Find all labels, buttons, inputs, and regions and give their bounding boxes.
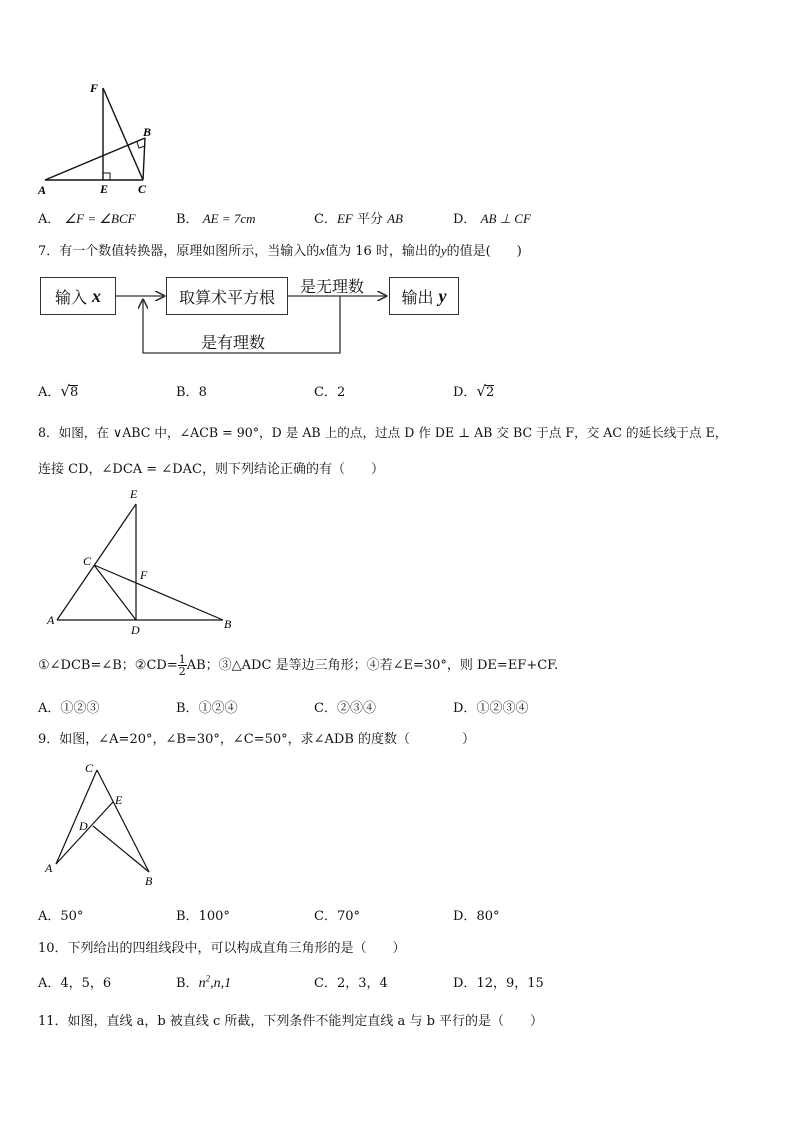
q8-stem-line2: 连接 CD，∠DCA = ∠DAC，则下列结论正确的有（ ） (38, 462, 384, 477)
q8-option-c-letter: C． (314, 701, 337, 716)
q9-label-b: B (145, 874, 153, 888)
q7-output-box (389, 277, 459, 315)
q8-fraction-den: 2 (178, 665, 186, 678)
q7-option-a-value: 8 (69, 385, 79, 400)
q10-option-b-letter: B． (176, 976, 199, 991)
q10-option-d-text: 12，9，15 (476, 976, 544, 991)
q10-option-b-rest: ,n,1 (210, 976, 232, 991)
q7-option-b[interactable] (176, 381, 207, 400)
q7-option-a[interactable] (38, 381, 78, 400)
q7-option-d[interactable] (453, 381, 494, 400)
q8-option-c[interactable] (314, 697, 376, 716)
q10-option-c-text: 2，3，4 (336, 976, 388, 991)
q9-option-a-letter: A． (38, 909, 61, 924)
q7-process-box (166, 277, 288, 315)
q10-option-b-base: n (198, 976, 206, 991)
q10-option-b[interactable] (176, 972, 231, 992)
q8-option-b[interactable] (176, 697, 238, 716)
q8-fraction (178, 654, 187, 677)
q7-option-c-letter: C． (314, 385, 337, 400)
q9-line-db (93, 826, 149, 872)
q6-option-b-letter: B． (176, 212, 199, 227)
q11-stem: 11．如图，直线 a，b 被直线 c 所截，下列条件不能判定直线 a 与 b 平行的是（ ） (38, 1014, 544, 1029)
q8-label-d: D (131, 623, 140, 636)
q7-input-label: 输入 (54, 287, 87, 307)
q9-label-a: A (45, 861, 53, 875)
q9-option-a[interactable] (38, 905, 83, 924)
q6-label-a: A (38, 183, 47, 197)
q8-option-a[interactable] (38, 697, 99, 716)
q9-label-c: C (85, 761, 94, 775)
q9-line-ac (56, 770, 97, 864)
q7-irrational-label: 是无理数 (300, 277, 365, 296)
q6-option-d-letter: D． (453, 212, 477, 227)
q9-option-d-letter: D． (453, 909, 477, 924)
q9-label-d: D (79, 819, 88, 833)
sqrt-icon: √ (476, 382, 486, 400)
q7-output-var: y (438, 285, 447, 306)
q8-option-c-text: ②③④ (336, 701, 376, 716)
q7-output-label: 输出 (401, 287, 434, 307)
q8-line-ae (57, 504, 136, 620)
q8-statements-part-b: AB；③△ADC 是等边三角形；④若∠E=30°，则 DE=EF+CF. (186, 658, 559, 673)
q8-option-a-text: ①②③ (60, 701, 100, 716)
q8-statements (38, 654, 558, 677)
q8-statements-part-a: ①∠DCB=∠B；②CD= (38, 658, 178, 673)
q8-option-d-text: ①②③④ (476, 701, 529, 716)
q8-stem-line1: 8．如图，在 ∨ABC 中，∠ACB = 90°，D 是 AB 上的点，过点 D 作 DE ⊥ AB 交 BC 于点 F，交 AC 的延长线于点 E， (38, 425, 728, 440)
q9-option-b-letter: B． (176, 909, 199, 924)
q9-option-a-text: 50° (60, 909, 84, 924)
q10-option-a[interactable] (38, 972, 111, 991)
q9-option-b-text: 100° (198, 909, 230, 924)
q7-option-d-value: 2 (486, 385, 495, 400)
q8-option-d[interactable] (453, 697, 528, 716)
q7-option-c[interactable] (314, 381, 345, 400)
q7-option-d-letter: D． (453, 385, 477, 400)
q10-option-d[interactable] (453, 972, 544, 991)
q7-process-label: 取算术平方根 (178, 287, 275, 307)
q7-stem-part-c: 的值是( ) (446, 244, 522, 259)
q6-label-e: E (100, 182, 109, 196)
q8-option-a-letter: A． (38, 701, 61, 716)
q7-option-a-letter: A． (38, 385, 61, 400)
q6-option-c-ef: EF (336, 211, 353, 226)
q7-option-b-letter: B． (176, 385, 199, 400)
q6-label-c: C (138, 182, 147, 196)
q8-line-cd (94, 565, 136, 620)
q10-option-d-letter: D． (453, 976, 477, 991)
q9-option-d-text: 80° (476, 909, 500, 924)
q8-label-f: F (140, 568, 148, 582)
sqrt-icon: √ (60, 382, 70, 400)
q9-option-b[interactable] (176, 905, 230, 924)
q6-option-d-text: AB ⊥ CF (480, 211, 531, 226)
q8-label-e: E (130, 487, 138, 501)
q8-option-b-text: ①②④ (198, 701, 238, 716)
q8-label-a: A (47, 613, 55, 627)
q8-fraction-num: 1 (178, 653, 186, 666)
q6-label-b: B (143, 125, 152, 139)
q8-label-b: B (224, 617, 232, 631)
q9-option-c-letter: C． (314, 909, 337, 924)
q6-option-c-mid: 平分 (352, 212, 388, 227)
q7-stem-part-a: 7．有一个数值转换器，原理如图所示，当输入的 (38, 244, 320, 259)
q6-option-c-letter: C． (314, 212, 337, 227)
q10-option-b-exponent: 2 (205, 973, 211, 984)
q10-option-a-letter: A． (38, 976, 61, 991)
q7-input-var: x (92, 285, 102, 306)
q6-option-c-ab: AB (387, 211, 403, 226)
q9-line-cb (97, 770, 149, 872)
q8-label-c: C (83, 554, 92, 568)
q8-option-b-letter: B． (176, 701, 199, 716)
q7-stem-x: x (319, 243, 326, 258)
q6-option-a-text: ∠F = ∠BCF (64, 211, 136, 226)
q10-option-a-text: 4，5，6 (60, 976, 112, 991)
q8-figure (40, 484, 250, 636)
q9-option-c[interactable] (314, 905, 360, 924)
q9-option-c-text: 70° (336, 909, 360, 924)
q7-input-box (40, 277, 116, 315)
q8-option-d-letter: D． (453, 701, 477, 716)
q10-option-c-letter: C． (314, 976, 337, 991)
q10-option-b-expr (198, 973, 232, 991)
q7-option-b-value: 8 (198, 385, 207, 400)
q9-stem: 9．如图，∠A=20°，∠B=30°，∠C=50°，求∠ADB 的度数（ ） (38, 732, 476, 747)
q9-label-e: E (115, 793, 123, 807)
q6-option-a-letter: A． (38, 212, 61, 227)
q6-option-b-text: AE = 7cm (202, 211, 256, 226)
q7-stem-part-b: 值为 16 时，输出的 (325, 244, 441, 259)
q7-stem-y: y (440, 243, 447, 258)
q7-option-c-value: 2 (336, 385, 346, 400)
q10-stem: 10．下列给出的四组线段中，可以构成直角三角形的是（ ） (38, 941, 406, 956)
q9-figure (40, 758, 170, 890)
q8-line-cb (94, 565, 223, 620)
q9-line-ae (56, 802, 113, 864)
q6-label-f: F (90, 81, 99, 95)
q7-rational-label: 是有理数 (201, 333, 266, 352)
q9-option-d[interactable] (453, 905, 499, 924)
q10-option-c[interactable] (314, 972, 388, 991)
